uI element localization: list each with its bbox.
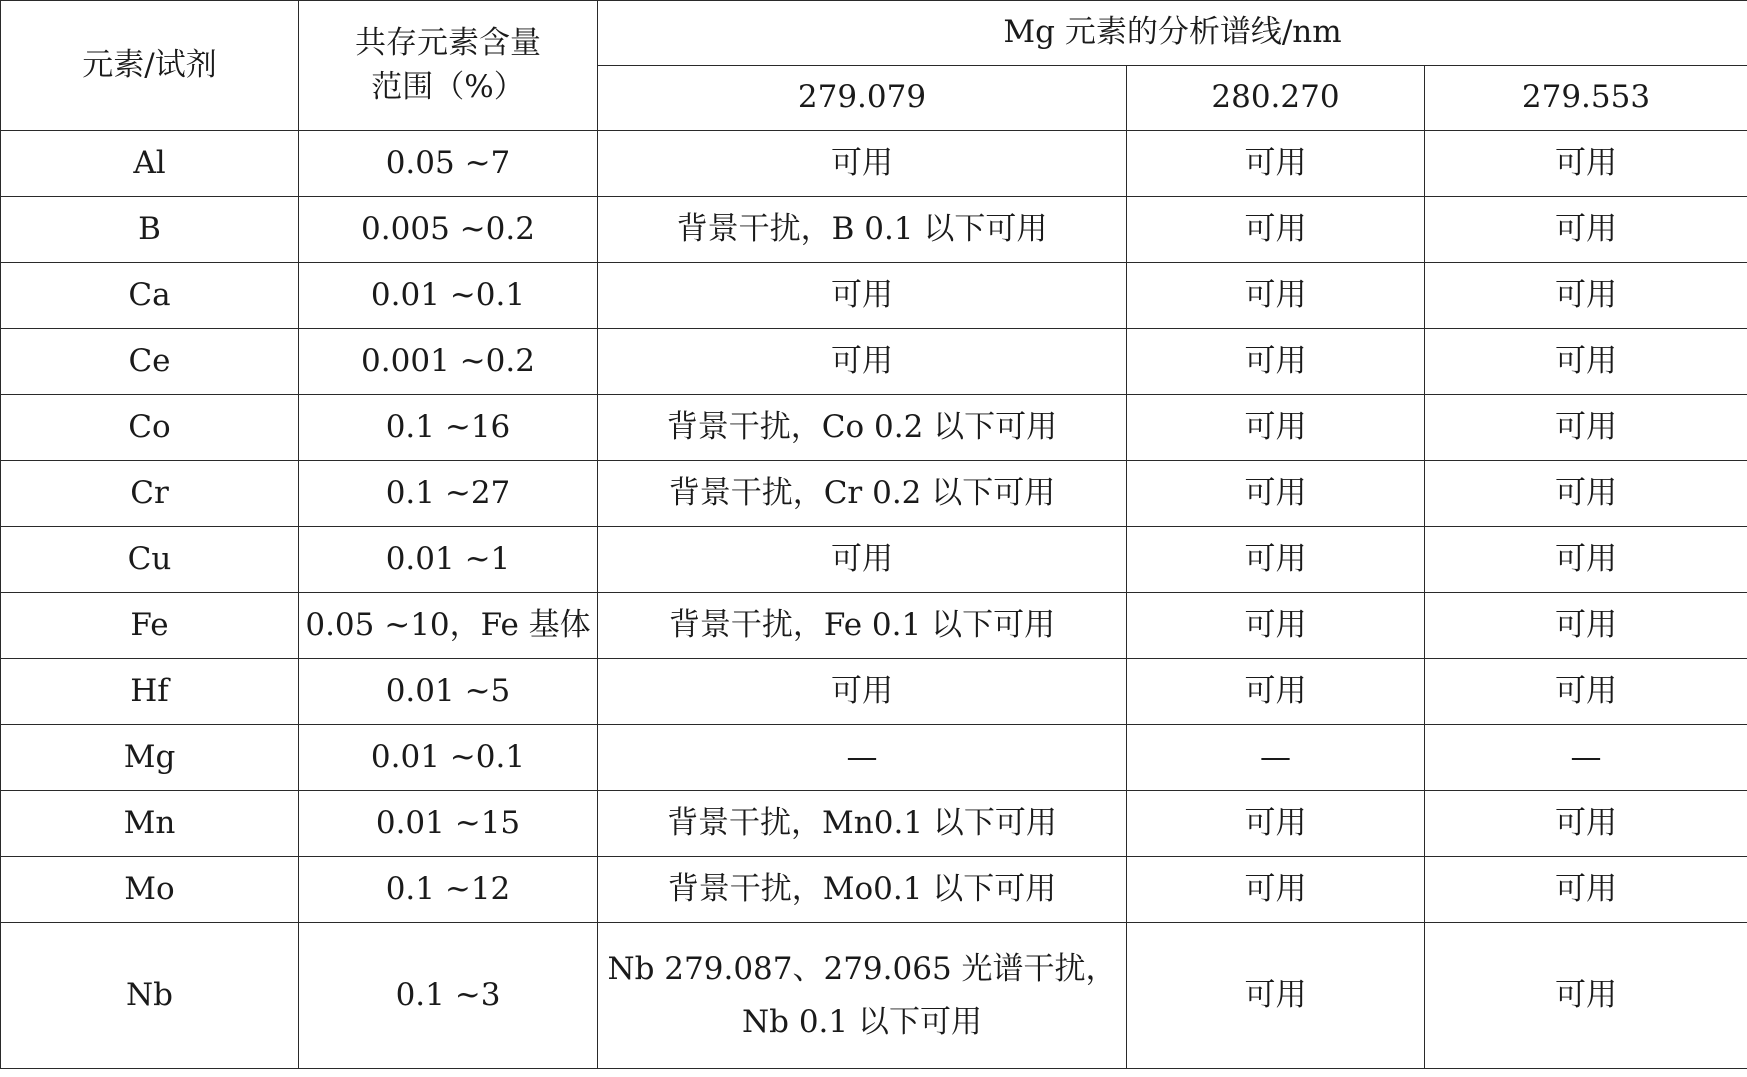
header-range xyxy=(299,1,598,131)
header-range-line2: 范围（%） xyxy=(371,68,525,105)
cell-w1: — xyxy=(598,725,1127,791)
cell-w2: — xyxy=(1127,725,1425,791)
cell-w2: 可用 xyxy=(1127,263,1425,329)
cell-w3: 可用 xyxy=(1425,461,1747,527)
cell-w2: 可用 xyxy=(1127,593,1425,659)
cell-w3: 可用 xyxy=(1425,659,1747,725)
table-row xyxy=(1,263,1747,329)
cell-w3: 可用 xyxy=(1425,329,1747,395)
cell-element: Ca xyxy=(1,263,299,329)
cell-w2: 可用 xyxy=(1127,857,1425,923)
cell-element: Co xyxy=(1,395,299,461)
cell-element: Nb xyxy=(1,923,299,1069)
cell-w2: 可用 xyxy=(1127,461,1425,527)
cell-w2: 可用 xyxy=(1127,527,1425,593)
header-range-line1: 共存元素含量 xyxy=(355,25,541,62)
table-row xyxy=(1,923,1747,1069)
cell-element: Hf xyxy=(1,659,299,725)
cell-w2: 可用 xyxy=(1127,923,1425,1069)
table-row xyxy=(1,593,1747,659)
cell-element: B xyxy=(1,197,299,263)
cell-element: Mo xyxy=(1,857,299,923)
cell-w3: — xyxy=(1425,725,1747,791)
cell-element: Cr xyxy=(1,461,299,527)
cell-w2: 可用 xyxy=(1127,197,1425,263)
cell-range: 0.01 ~0.1 xyxy=(299,725,598,791)
cell-w1: 背景干扰，B 0.1 以下可用 xyxy=(598,197,1127,263)
cell-w1 xyxy=(598,923,1127,1069)
header-wavelength-1: 279.079 xyxy=(598,66,1127,131)
cell-element: Mn xyxy=(1,791,299,857)
cell-element: Fe xyxy=(1,593,299,659)
cell-w3: 可用 xyxy=(1425,593,1747,659)
cell-element: Mg xyxy=(1,725,299,791)
cell-w1: 可用 xyxy=(598,263,1127,329)
cell-range: 0.1 ~12 xyxy=(299,857,598,923)
cell-w3: 可用 xyxy=(1425,791,1747,857)
header-row-1 xyxy=(1,1,1747,66)
cell-w1: 背景干扰，Cr 0.2 以下可用 xyxy=(598,461,1127,527)
cell-element: Al xyxy=(1,131,299,197)
cell-range: 0.01 ~0.1 xyxy=(299,263,598,329)
cell-w1-line2: Nb 0.1 以下可用 xyxy=(742,1003,982,1040)
cell-w2: 可用 xyxy=(1127,131,1425,197)
cell-w3: 可用 xyxy=(1425,923,1747,1069)
cell-range: 0.001 ~0.2 xyxy=(299,329,598,395)
cell-w2: 可用 xyxy=(1127,395,1425,461)
cell-range: 0.05 ~7 xyxy=(299,131,598,197)
cell-w1: 可用 xyxy=(598,527,1127,593)
cell-w3: 可用 xyxy=(1425,527,1747,593)
cell-range: 0.1 ~3 xyxy=(299,923,598,1069)
cell-w3: 可用 xyxy=(1425,131,1747,197)
table-row xyxy=(1,659,1747,725)
cell-w2: 可用 xyxy=(1127,659,1425,725)
cell-element: Cu xyxy=(1,527,299,593)
cell-range: 0.1 ~27 xyxy=(299,461,598,527)
cell-w1: 可用 xyxy=(598,659,1127,725)
table-row xyxy=(1,725,1747,791)
table-row xyxy=(1,197,1747,263)
cell-range: 0.01 ~5 xyxy=(299,659,598,725)
header-wavelength-2: 280.270 xyxy=(1127,66,1425,131)
table-row xyxy=(1,329,1747,395)
table-row xyxy=(1,791,1747,857)
cell-w2: 可用 xyxy=(1127,329,1425,395)
header-element: 元素/试剂 xyxy=(1,1,299,131)
cell-w1: 背景干扰，Mn0.1 以下可用 xyxy=(598,791,1127,857)
table-row xyxy=(1,461,1747,527)
header-wavelength-group: Mg 元素的分析谱线/nm xyxy=(598,1,1747,66)
table-row xyxy=(1,527,1747,593)
cell-w1: 可用 xyxy=(598,329,1127,395)
cell-w1: 背景干扰，Mo0.1 以下可用 xyxy=(598,857,1127,923)
cell-range: 0.05 ~10，Fe 基体 xyxy=(299,593,598,659)
cell-range: 0.01 ~15 xyxy=(299,791,598,857)
cell-range: 0.005 ~0.2 xyxy=(299,197,598,263)
cell-range: 0.01 ~1 xyxy=(299,527,598,593)
table-row xyxy=(1,131,1747,197)
table-row xyxy=(1,857,1747,923)
header-wavelength-3: 279.553 xyxy=(1425,66,1747,131)
cell-w1: 可用 xyxy=(598,131,1127,197)
cell-w1: 背景干扰，Fe 0.1 以下可用 xyxy=(598,593,1127,659)
table-row xyxy=(1,395,1747,461)
cell-range: 0.1 ~16 xyxy=(299,395,598,461)
cell-w3: 可用 xyxy=(1425,395,1747,461)
cell-w2: 可用 xyxy=(1127,791,1425,857)
cell-element: Ce xyxy=(1,329,299,395)
cell-w3: 可用 xyxy=(1425,197,1747,263)
cell-w3: 可用 xyxy=(1425,263,1747,329)
cell-w1: 背景干扰，Co 0.2 以下可用 xyxy=(598,395,1127,461)
cell-w1-line1: Nb 279.087、279.065 光谱干扰， xyxy=(607,950,1117,987)
cell-w3: 可用 xyxy=(1425,857,1747,923)
